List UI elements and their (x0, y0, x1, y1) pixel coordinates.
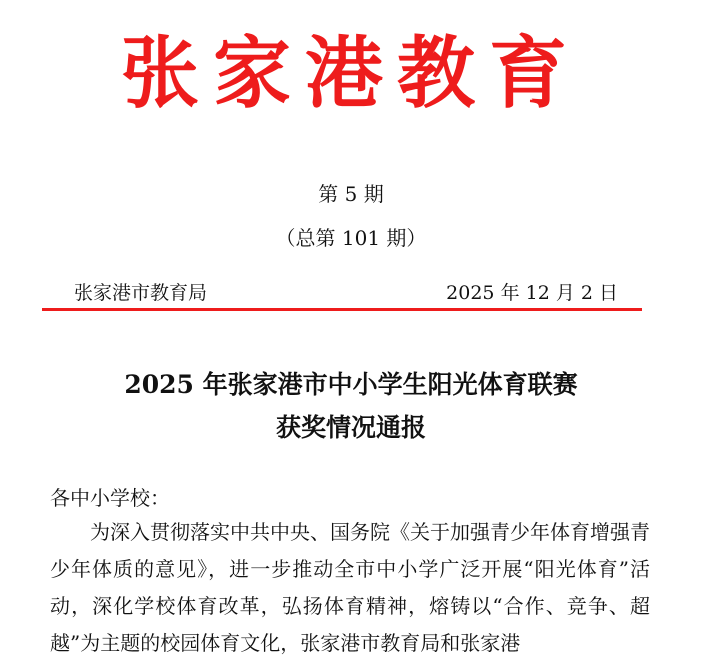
issue-number: 第 5 期 (318, 182, 384, 206)
document-title-line-2: 获奖情况通报 (275, 413, 426, 442)
document-title-line-1: 2025 年张家港市中小学生阳光体育联赛 (124, 370, 578, 399)
salutation: 各中小学校： (50, 486, 170, 510)
issuer-name: 张家港市教育局 (74, 282, 208, 304)
masthead-title: 张家港教育 (120, 29, 581, 119)
issue-date: 2025 年 12 月 2 日 (446, 282, 618, 304)
issue-total-number: （总第 101 期） (275, 226, 427, 250)
red-divider-line (42, 308, 642, 311)
body-paragraph: 为深入贯彻落实中共中央、国务院《关于加强青少年体育增强青少年体质的意见》，进一步推动全市中小学广泛开展“阳光体育”活动，深化学校体育改革，弘扬体育精神，熔铸以“合作、竞争、超越”为主题的校园体育文化，张家港市教育局和张家港 (50, 520, 650, 655)
